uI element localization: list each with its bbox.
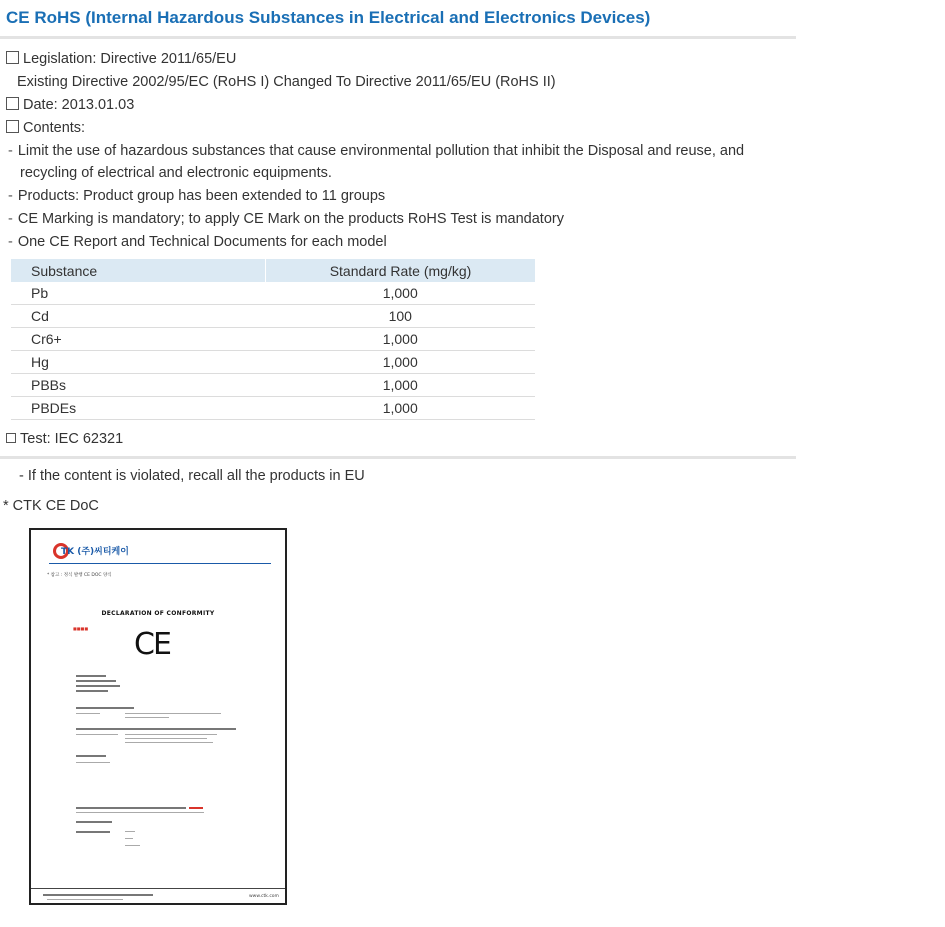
form-text-line [76,762,110,763]
form-text-line [76,685,120,687]
checkbox-square-icon [6,433,16,443]
substance-cell: Pb [11,282,266,305]
legislation-line [6,51,236,67]
legislation-note: Existing Directive 2002/95/EC (RoHS I) Changed To Directive 2011/65/EU (RoHS II) [17,74,556,90]
doc-caption: * CTK CE DoC [3,498,99,514]
title-divider [0,36,796,39]
substance-table [11,259,535,420]
rate-cell: 100 [266,305,536,328]
table-row [11,351,535,374]
test-label: Test: IEC 62321 [20,431,124,447]
form-text-line [76,734,118,735]
rate-cell: 1,000 [266,351,536,374]
footer-address-line [43,894,153,896]
contents-item: - Products: Product group has been extended to 11 groups [8,188,386,204]
substance-cell: Cd [11,305,266,328]
date-label: Date: 2013.01.03 [23,97,135,113]
rate-cell: 1,000 [266,328,536,351]
table-row [11,305,535,328]
legislation-label: Legislation: Directive 2011/65/EU [23,51,237,67]
checkbox-square-icon [6,120,19,133]
rate-cell: 1,000 [266,282,536,305]
form-text-line [76,675,106,677]
form-text-line [76,831,110,833]
reference-note: * 참고 : 정식 발행 CE DOC 양식 [47,573,112,578]
form-text-line [125,717,169,718]
declaration-of-conformity-image [29,528,287,905]
ctk-logo-text: TK (주)씨티케이 [61,547,129,557]
form-text-line [76,812,204,813]
form-text-line [76,707,134,709]
footer-address-line [47,899,123,900]
table-row [11,328,535,351]
contents-item-continued: recycling of electrical and electronic equipments. [20,165,332,181]
substance-cell: PBDEs [11,397,266,420]
recall-note: - If the content is violated, recall all the products in EU [19,468,365,484]
declaration-heading: DECLARATION OF CONFORMITY [101,610,215,617]
checkbox-square-icon [6,51,19,64]
table-header-row [11,259,535,282]
column-header-rate: Standard Rate (mg/kg) [266,259,536,282]
form-text-line [125,831,135,832]
substance-cell: Cr6+ [11,328,266,351]
contents-line [6,120,85,136]
form-text-line [125,838,133,839]
form-text-line [76,690,108,692]
substance-cell: Hg [11,351,266,374]
contents-label: Contents: [23,120,86,136]
table-row [11,282,535,305]
form-text-line [76,807,186,809]
red-highlight-mark [189,807,203,809]
logo-underline [49,563,271,564]
contents-item: - Limit the use of hazardous substances that cause environmental pollution that inhibit the Disposal and reuse, and [8,143,745,159]
form-text-line [76,821,112,823]
form-text-line [76,680,116,682]
column-header-substance: Substance [11,259,266,282]
form-text-line [125,734,217,735]
rate-cell: 1,000 [266,397,536,420]
form-text-line [125,738,207,739]
section-divider [0,456,796,459]
form-text-line [125,742,213,743]
contents-item: - One CE Report and Technical Documents for each model [8,234,387,250]
footer-divider [31,888,285,889]
red-stamp-mark: ■■■■ [73,626,89,631]
table-row [11,397,535,420]
page-title: CE RoHS (Internal Hazardous Substances in Electrical and Electronics Devices) [6,8,651,27]
form-text-line [76,755,106,757]
checkbox-square-icon [6,97,19,110]
footer-website: www.ctk.com [249,894,279,899]
contents-item: - CE Marking is mandatory; to apply CE Mark on the products RoHS Test is mandatory [8,211,564,227]
test-line [6,431,123,447]
date-line [6,97,134,113]
form-text-line [76,728,236,730]
table-row [11,374,535,397]
ce-mark: CE [134,627,170,662]
rate-cell: 1,000 [266,374,536,397]
form-text-line [76,713,100,714]
form-text-line [125,713,221,714]
form-text-line [125,845,140,846]
substance-cell: PBBs [11,374,266,397]
